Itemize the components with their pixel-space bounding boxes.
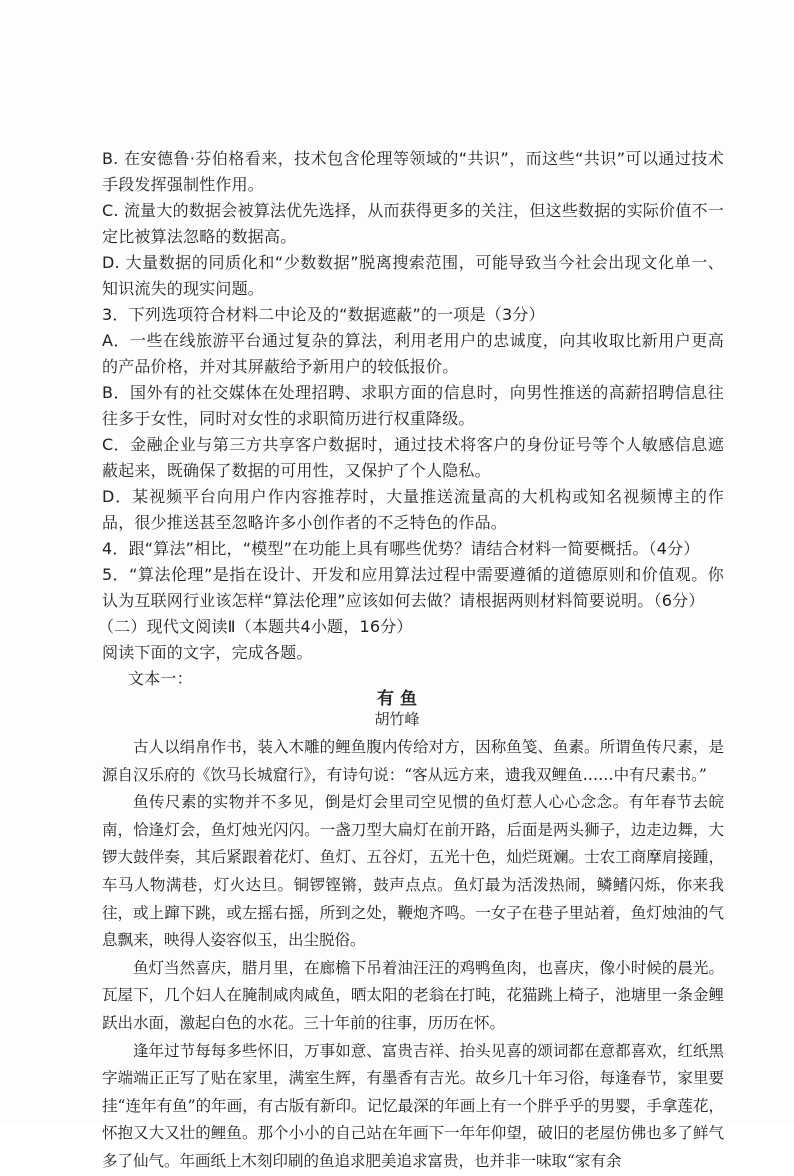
option-c-prev: C. 流量大的数据会被算法优先选择，从而获得更多的关注，但这些数据的实际价值不一定比被算法忽略的数据高。 [102,201,724,246]
reading-instruction: 阅读下面的文字，完成各题。 [102,643,313,662]
question-5: 5．“算法伦理”是指在设计、开发和应用算法过程中需要遵循的道德原则和价值观。你认为互联网行业该怎样“算法伦理”应该如何去做？请根据两则材料简要说明。（6分） [102,565,724,610]
section-heading: （二）现代文阅读Ⅱ（本题共4小题，16分） [98,617,413,636]
question-3-option-a: A．一些在线旅游平台通过复杂的算法，利用老用户的忠诚度，向其收取比新用户更高的产品价格，并对其屏蔽给予新用户的较低报价。 [102,331,724,376]
story-paragraph: 逢年过节每每多些怀旧，万事如意、富贵吉祥、抬头见喜的颂词都在意都喜欢，红纸黑字端端正正写了贴在家里，满室生辉，有墨香有吉光。故乡几十年习俗，每逢春节，家里要挂“连年有鱼”的年画，有古版有新印。记忆最深的年画上有一个胖乎乎的男婴，手拿莲花，怀抱又大又壮的鲤鱼。那个小小的自己站在年画下一年年仰望，破旧的老屋仿佛也多了鲜气多了仙气。年画纸上木刻印刷的鱼追求肥美追求富贵，也并非一味取“家有余 [102,1041,724,1170]
question-options-block [98,146,724,692]
text-one-label: 文本一： [128,669,193,688]
option-d-prev: D. 大量数据的同质化和“少数数据”脱离搜索范围，可能导致当今社会出现文化单一、知识流失的现实问题。 [102,253,724,298]
question-3-option-b: B．国外有的社交媒体在处理招聘、求职方面的信息时，向男性推送的高薪招聘信息往往多于女性，同时对女性的求职简历进行权重降级。 [102,383,724,428]
story-paragraph: 古人以绢帛作书，装入木雕的鲤鱼腹内传给对方，因称鱼笺、鱼素。所谓鱼传尺素，是源自汉乐府的《饮马长城窟行》，有诗句说：“客从远方来，遗我双鲤鱼……中有尺素书。” [102,738,724,784]
story-body [102,734,724,1176]
story-paragraph: 鱼传尺素的实物并不多见，倒是灯会里司空见惯的鱼灯惹人心心念念。有年春节去皖南，恰逢灯会，鱼灯烛光闪闪。一盏刀型大扁灯在前开路，后面是两头狮子，边走边舞，大锣大鼓伴奏，其后紧跟着花灯、鱼灯、五谷灯，五光十色，灿烂斑斓。士农工商摩肩接踵，车马人物满巷，灯火达旦。铜锣铿锵，鼓声点点。鱼灯最为活泼热闹，鳞鳍闪烁，你来我往，或上蹿下跳，或左摇右摇，所到之处，鞭炮齐鸣。一女子在巷子里站着，鱼灯烛油的气息飘来，映得人姿容似玉，出尘脱俗。 [102,793,724,950]
story-paragraph: 鱼灯当然喜庆，腊月里，在廊檐下吊着油汪汪的鸡鸭鱼肉，也喜庆，像小时候的晨光。瓦屋下，几个妇人在腌制咸肉咸鱼，晒太阳的老翁在打盹，花猫跳上椅子，池塘里一条金鲤跃出水面，激起白色的水花。三十年前的往事，历历在怀。 [102,958,724,1032]
story-title: 有 鱼 [377,689,417,709]
question-3-option-d: D．某视频平台向用户作内容推荐时，大量推送流量高的大机构或知名视频博主的作品，很少推送甚至忽略许多小创作者的不乏特色的作品。 [102,487,724,532]
option-b-prev: B. 在安德鲁·芬伯格看来，技术包含伦理等领域的“共识”，而这些“共识”可以通过技术手段发挥强制性作用。 [102,149,724,194]
question-4: 4．跟“算法”相比，“模型”在功能上具有哪些优势？请结合材料一简要概括。（4分） [102,539,700,558]
story-author: 胡竹峰 [374,710,420,728]
question-3-option-c: C．金融企业与第三方共享客户数据时，通过技术将客户的身份证号等个人敏感信息遮蔽起来，既确保了数据的可用性，又保护了个人隐私。 [102,435,724,480]
question-3-stem: 3．下列选项符合材料二中论及的“数据遮蔽”的一项是（3分） [102,305,545,324]
